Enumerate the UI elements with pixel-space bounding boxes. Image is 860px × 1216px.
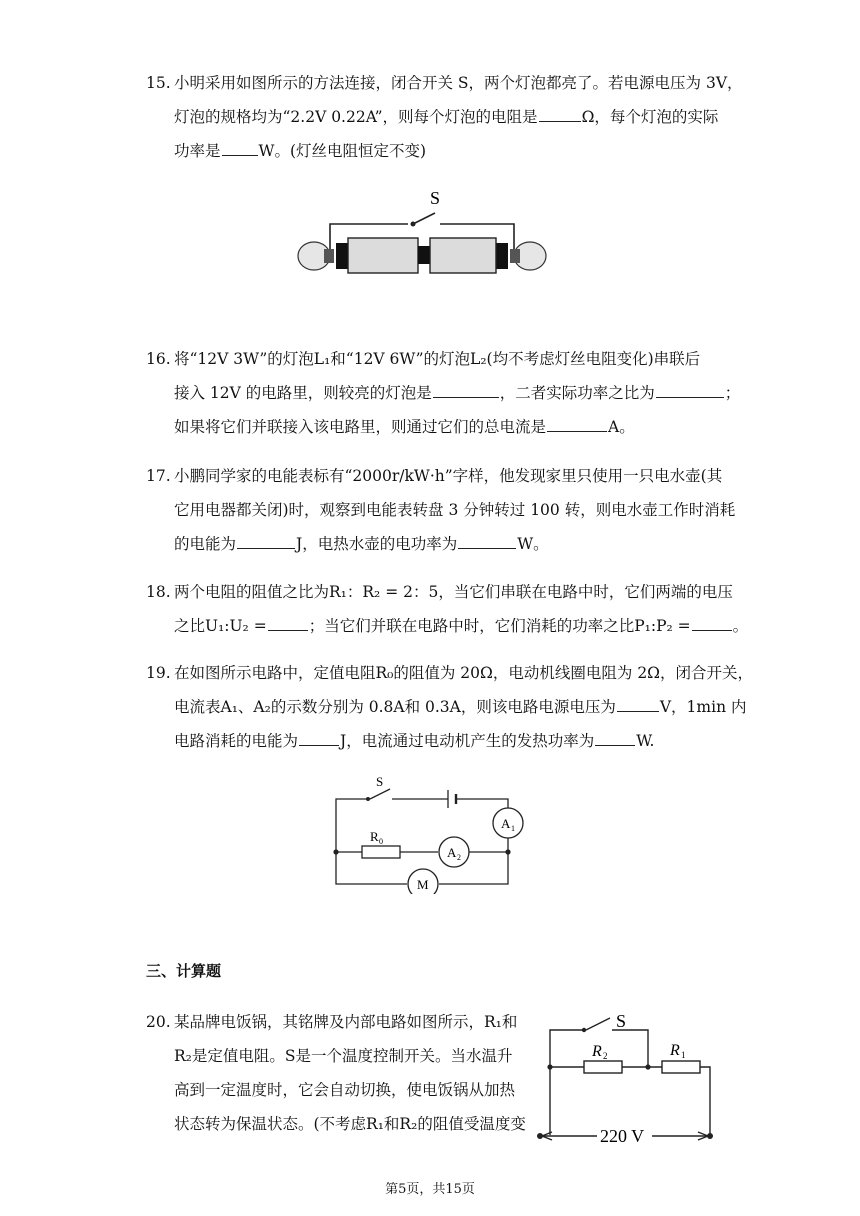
question-number: 17. (146, 467, 171, 485)
ammeter-a1-sub: 1 (511, 824, 515, 833)
question-text: 电路消耗的电能为 (174, 732, 299, 750)
question-text: A。 (608, 418, 635, 436)
question-text: ，二者实际功率之比为 (499, 384, 655, 402)
motor-label: M (417, 877, 429, 892)
answer-blank[interactable] (617, 693, 659, 712)
answer-blank[interactable] (547, 413, 607, 432)
question-text: 电流表A₁、A₂的示数分别为 0.8A和 0.3A，则该电路电源电压为 (174, 698, 616, 716)
question-number: 20. (146, 1013, 171, 1031)
question-text: ； (724, 384, 741, 402)
question-text: 如果将它们并联接入该电路里，则通过它们的总电流是 (174, 418, 547, 436)
question-text-line: R₂是定值电阻。S是一个温度控制开关。当水温升 (174, 1047, 513, 1065)
question-text: ；当它们并联在电路中时，它们消耗的功率之比P₁:P₂ = (308, 617, 691, 635)
question-16 (146, 342, 741, 444)
voltage-label: 220 V (600, 1126, 645, 1146)
question-number: 19. (146, 664, 171, 682)
resistor-r1-label: R (670, 1042, 680, 1059)
resistor-r2-label: R (592, 1043, 602, 1060)
answer-blank[interactable] (656, 379, 724, 398)
question-text: J，电热水壶的电功率为 (296, 535, 458, 553)
question-text-line: 小鹏同学家的电能表标有“2000r/kW·h”字样，他发现家里只使用一只电水壶(其 (174, 467, 723, 485)
question-text: 功率是 (174, 142, 221, 160)
ammeter-a2-sub: 2 (457, 853, 461, 862)
question-15 (146, 66, 743, 168)
question-text: Ω，每个灯泡的实际 (581, 108, 719, 126)
circuit-figure-bulbs-batteries (292, 186, 552, 286)
question-number: 16. (146, 350, 171, 368)
question-text: 。 (732, 617, 749, 635)
section-heading: 三、计算题 (146, 962, 222, 980)
question-text-line: 将“12V 3W”的灯泡L₁和“12V 6W”的灯泡L₂(均不考虑灯丝电阻变化)串联后 (174, 350, 701, 368)
question-text: 灯泡的规格均为“2.2V 0.22A”，则每个灯泡的电阻是 (174, 108, 538, 126)
question-text-line: 在如图所示电路中，定值电阻R₀的阻值为 20Ω，电动机线圈电阻为 2Ω，闭合开关， (174, 664, 754, 682)
question-text: W。(灯丝电阻恒定不变) (258, 142, 427, 160)
question-text: 的电能为 (174, 535, 237, 553)
question-text-line: 它用电器都关闭)时，观察到电能表转盘 3 分钟转过 100 转，则电水壶工作时消耗 (174, 501, 736, 519)
question-number: 15. (146, 74, 171, 92)
question-text-line: 高到一定温度时，它会自动切换，使电饭锅从加热 (174, 1081, 516, 1099)
question-text-line: 小明采用如图所示的方法连接，闭合开关 S，两个灯泡都亮了。若电源电压为 3V， (174, 74, 743, 92)
question-18 (146, 575, 749, 643)
question-text-line: 状态转为保温状态。(不考虑R₁和R₂的阻值受温度变 (174, 1115, 526, 1133)
circuit-figure-motor (326, 772, 536, 894)
answer-blank[interactable] (299, 727, 339, 746)
page-footer: 第5页，共15页 (385, 1182, 475, 1197)
question-17 (146, 459, 736, 561)
question-text: W. (636, 732, 655, 750)
answer-blank[interactable] (692, 612, 732, 631)
resistor-r2-sub: 2 (603, 1051, 608, 1061)
battery-right (430, 238, 496, 273)
question-text-line: 两个电阻的阻值之比为R₁：R₂ = 2：5，当它们串联在电路中时，它们两端的电压 (174, 583, 733, 601)
ammeter-a1-label: A (501, 816, 511, 831)
question-text-line: 某品牌电饭锅，其铭牌及内部电路如图所示，R₁和 (174, 1013, 518, 1031)
question-text: 接入 12V 的电路里，则较亮的灯泡是 (174, 384, 432, 402)
question-number: 18. (146, 583, 171, 601)
answer-blank[interactable] (539, 103, 581, 122)
ammeter-a2-label: A (447, 845, 457, 860)
answer-blank[interactable] (458, 530, 516, 549)
circuit-figure-rice-cooker (522, 1005, 722, 1155)
resistor-r0-label: R (370, 829, 379, 844)
switch-label: S (430, 188, 441, 208)
switch-label: S (376, 774, 384, 789)
answer-blank[interactable] (433, 379, 499, 398)
question-text: W。 (517, 535, 549, 553)
answer-blank[interactable] (268, 612, 308, 631)
switch-label: S (616, 1011, 627, 1031)
question-text: V，1min 内 (659, 698, 747, 716)
answer-blank[interactable] (595, 727, 635, 746)
resistor-r0-sub: 0 (379, 837, 383, 846)
question-19 (146, 656, 754, 758)
question-20 (146, 1005, 526, 1141)
resistor-r1-sub: 1 (681, 1050, 686, 1060)
battery-left (348, 238, 418, 273)
question-text: 之比U₁:U₂ = (174, 617, 267, 635)
question-text: J，电流通过电动机产生的发热功率为 (340, 732, 595, 750)
answer-blank[interactable] (222, 137, 258, 156)
answer-blank[interactable] (237, 530, 295, 549)
